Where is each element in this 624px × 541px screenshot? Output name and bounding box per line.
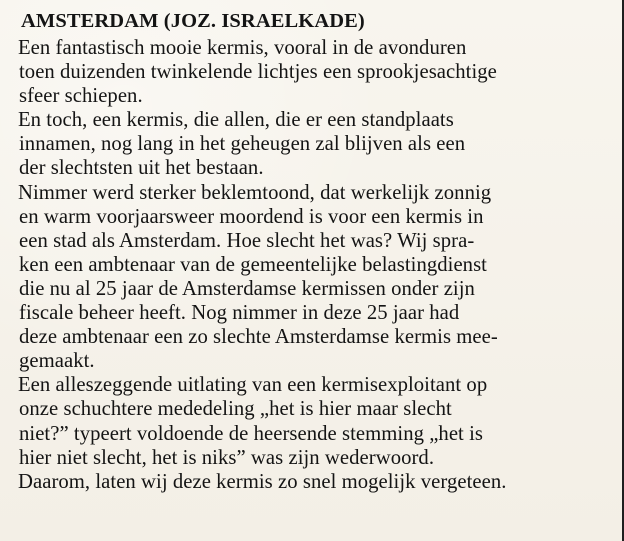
paragraph-1 [18, 36, 618, 108]
text-line: En toch, een kermis, die allen, die er een standplaats [18, 109, 454, 132]
text-line: deze ambtenaar een zo slechte Amsterdamse kermis mee- [19, 326, 498, 349]
text-line: Een alleszeggende uitlating van een kermisexploitant op [18, 374, 488, 397]
article [18, 8, 618, 494]
text-line: die nu al 25 jaar de Amsterdamse kermissen onder zijn [19, 277, 475, 300]
text-line: toen duizenden twinkelende lichtjes een sprookjesachtige [19, 61, 497, 84]
text-line: onze schuchtere mededeling „het is hier maar slecht [19, 398, 452, 421]
paragraph-3 [18, 181, 618, 374]
text-line: en warm voorjaarsweer moordend is voor een kermis in [19, 205, 484, 228]
text-line: sfeer schiepen. [19, 85, 143, 108]
text-line: Een fantastisch mooie kermis, vooral in de avonduren [18, 37, 467, 59]
paragraph-4 [18, 373, 618, 469]
text-line: innamen, nog lang in het geheugen zal blijven als een [19, 133, 466, 156]
paragraph-5 [18, 470, 618, 494]
text-line: gemaakt. [19, 350, 95, 373]
paragraph-2 [18, 108, 618, 180]
text-line: een stad als Amsterdam. Hoe slecht het was? Wij spra- [19, 229, 475, 252]
text-line: Daarom, laten wij deze kermis zo snel mogelijk vergeteen. [18, 470, 507, 493]
text-line: niet?” typeert voldoende de heersende stemming „het is [19, 422, 483, 445]
article-title: AMSTERDAM (JOZ. ISRAELKADE) [21, 10, 365, 32]
text-line: Nimmer werd sterker beklemtoond, dat werkelijk zonnig [18, 181, 492, 204]
text-line: hier niet slecht, het is niks” was zijn wederwoord. [19, 446, 435, 469]
text-line: ken een ambtenaar van de gemeentelijke belastingdienst [19, 253, 487, 276]
text-line: fiscale beheer heeft. Nog nimmer in deze 25 jaar had [19, 302, 460, 325]
text-line: der slechtsten uit het bestaan. [19, 157, 264, 180]
